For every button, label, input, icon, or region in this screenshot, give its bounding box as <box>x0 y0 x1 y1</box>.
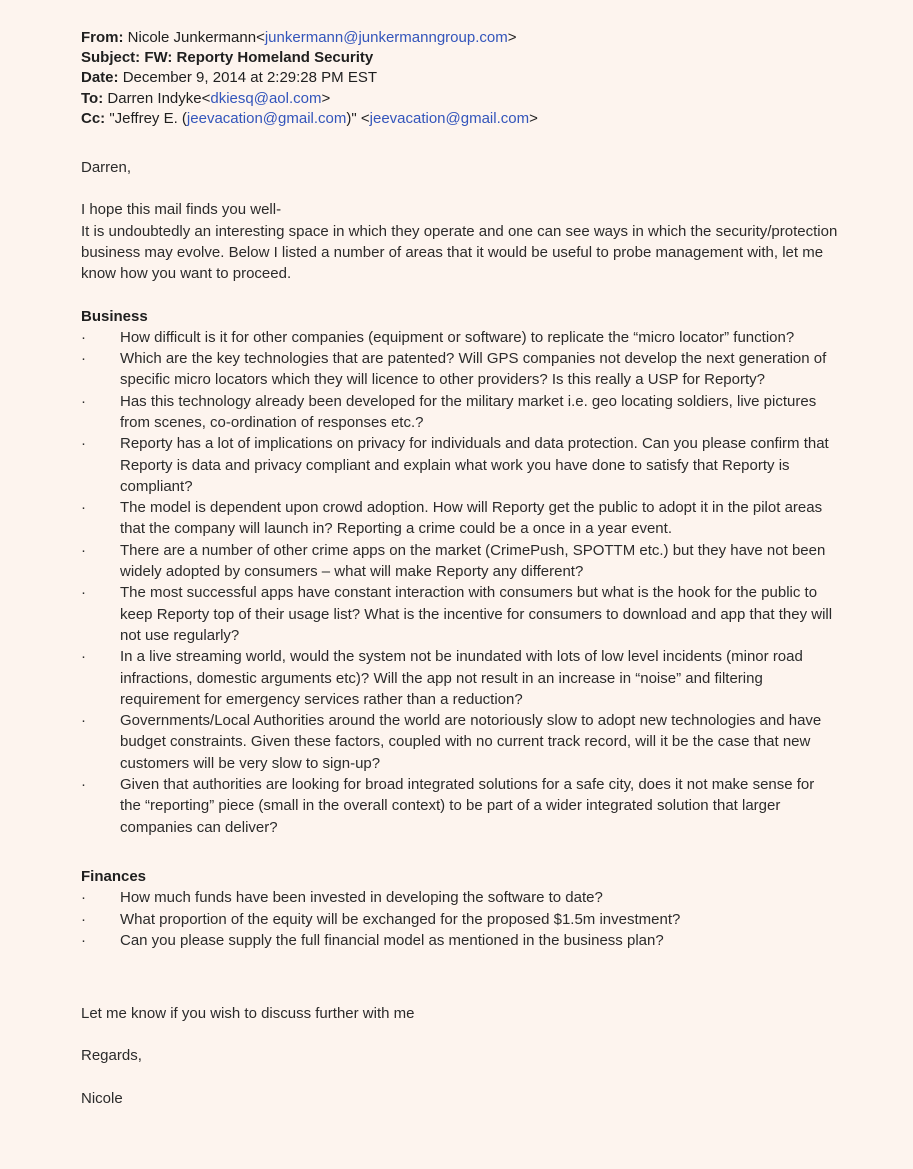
list-item <box>81 887 838 908</box>
bullet-dot-icon: · <box>81 776 86 794</box>
bullet-dot-icon: · <box>81 392 86 410</box>
spacer-after-salutation <box>81 178 838 199</box>
bullet-dot-icon: · <box>81 328 86 346</box>
list-item <box>81 774 838 838</box>
spacer-before-business <box>81 285 838 306</box>
email-header-block <box>81 28 838 129</box>
bullet-dot-icon: · <box>81 435 86 453</box>
bullet-dot-icon: · <box>81 931 86 949</box>
to-bracket-open: < <box>201 89 211 107</box>
from-name: Nicole Junkermann <box>127 29 257 46</box>
cc-middle: )" < <box>346 109 370 127</box>
bullet-dot-icon: · <box>81 541 86 559</box>
bullet-dot-icon: · <box>81 648 86 666</box>
list-item <box>81 348 838 391</box>
list-item-text: How difficult is it for other companies (equipment or software) to replicate the “micro locator” function? <box>120 328 795 346</box>
cc-prefix: "Jeffrey E. ( <box>109 109 187 127</box>
list-item-text: Given that authorities are looking for broad integrated solutions for a safe city, does it not make sense for the “reporting” piece (small in the overall context) to be part of a wider integrated solution that larger companies can deliver? <box>120 776 815 836</box>
list-item <box>81 497 838 540</box>
spacer-before-regards <box>81 1024 838 1045</box>
spacer-before-finances <box>81 838 838 866</box>
list-item-text: Has this technology already been developed for the military market i.e. geo locating soldiers, live pictures from scenes, co-ordination of responses etc.? <box>120 392 817 431</box>
list-item-text: Reporty has a lot of implications on privacy for individuals and data protection. Can you please confirm that Reporty is data and privacy compliant and explain what work you have done to satisfy that Reporty is compliant? <box>120 435 829 495</box>
list-item-text: How much funds have been invested in developing the software to date? <box>120 889 603 907</box>
salutation: Darren, <box>81 159 132 177</box>
signature-name: Nicole <box>81 1089 123 1107</box>
header-to-line <box>81 89 838 109</box>
header-from-line <box>81 28 838 48</box>
list-item-text: Governments/Local Authorities around the world are notoriously slow to adopt new technologies and have budget constraints. Given these factors, coupled with no current track record, will it be the case that new customers will be very slow to sign-up? <box>120 712 822 772</box>
bullet-dot-icon: · <box>81 584 86 602</box>
list-item-text: Can you please supply the full financial model as mentioned in the business plan? <box>120 931 664 949</box>
to-label: To: <box>81 89 104 107</box>
from-label: From: <box>81 29 124 46</box>
intro-paragraph: It is undoubtedly an interesting space in which they operate and one can see ways in which the security/protection business may evolve. Below I listed a number of areas that it would be useful to probe management with, let me know how you want to proceed. <box>81 222 838 283</box>
list-item-text: The most successful apps have constant interaction with consumers but what is the hook for the public to keep Reporty top of their usage list? What is the incentive for consumers to download and app that they will not use regularly? <box>120 584 833 644</box>
list-item <box>81 930 838 951</box>
list-item <box>81 327 838 348</box>
list-item <box>81 391 838 434</box>
list-item-text: Which are the key technologies that are patented? Will GPS companies not develop the next generation of specific micro locators which they will licence to other providers? Is this really a USP for Reporty? <box>120 350 827 389</box>
date-value: December 9, 2014 at 2:29:28 PM EST <box>122 69 377 87</box>
list-item-text: The model is dependent upon crowd adoption. How will Reporty get the public to adopt it in the pilot areas that the company will launch in? Reporting a crime could be a once in a year event. <box>120 499 823 538</box>
bullet-dot-icon: · <box>81 712 86 730</box>
bullet-dot-icon: · <box>81 350 86 368</box>
section-heading-business: Business <box>81 307 148 325</box>
list-item <box>81 646 838 710</box>
closing-line: Let me know if you wish to discuss further with me <box>81 1005 415 1023</box>
spacer-before-signature <box>81 1067 838 1088</box>
bullet-dot-icon: · <box>81 889 86 907</box>
finances-bullet-list <box>81 887 838 951</box>
list-item <box>81 433 838 497</box>
list-item <box>81 710 838 774</box>
date-label: Date: <box>81 69 119 87</box>
from-email-link[interactable]: junkermann@junkermanngroup.com <box>264 29 508 46</box>
list-item <box>81 909 838 930</box>
to-name: Darren Indyke <box>107 89 202 107</box>
cc-email-link[interactable]: jeevacation@gmail.com <box>369 109 530 127</box>
bullet-dot-icon: · <box>81 910 86 928</box>
cc-email-link-inline[interactable]: jeevacation@gmail.com <box>186 109 347 127</box>
list-item <box>81 582 838 646</box>
regards-line: Regards, <box>81 1047 142 1065</box>
section-heading-finances: Finances <box>81 867 147 885</box>
email-body <box>81 157 838 1109</box>
list-item-text: What proportion of the equity will be exchanged for the proposed $1.5m investment? <box>120 910 681 928</box>
header-date-line <box>81 68 838 88</box>
intro-line-1: I hope this mail finds you well- <box>81 201 282 219</box>
to-email-link[interactable]: dkiesq@aol.com <box>210 89 322 107</box>
list-item <box>81 540 838 583</box>
spacer-before-closing <box>81 951 838 1003</box>
list-item-text: In a live streaming world, would the system not be inundated with lots of low level incidents (minor road infractions, domestic arguments etc)? Will the app not result in an increase in “noise” and filtering requirement for emergency services rather than a reduction? <box>120 648 803 708</box>
from-bracket-open: < <box>256 29 265 46</box>
to-bracket-close: > <box>321 89 331 107</box>
bullet-dot-icon: · <box>81 499 86 517</box>
list-item-text: There are a number of other crime apps on the market (CrimePush, SPOTTM etc.) but they have not been widely adopted by consumers – what will make Reporty any different? <box>120 541 826 581</box>
from-bracket-close: > <box>507 29 517 46</box>
cc-bracket-close: > <box>529 109 538 127</box>
header-cc-line <box>81 109 838 129</box>
header-subject-line: Subject: FW: Reporty Homeland Security <box>81 49 374 67</box>
cc-label: Cc: <box>81 109 106 127</box>
business-bullet-list <box>81 327 838 838</box>
spacer-after-headers <box>81 129 838 157</box>
